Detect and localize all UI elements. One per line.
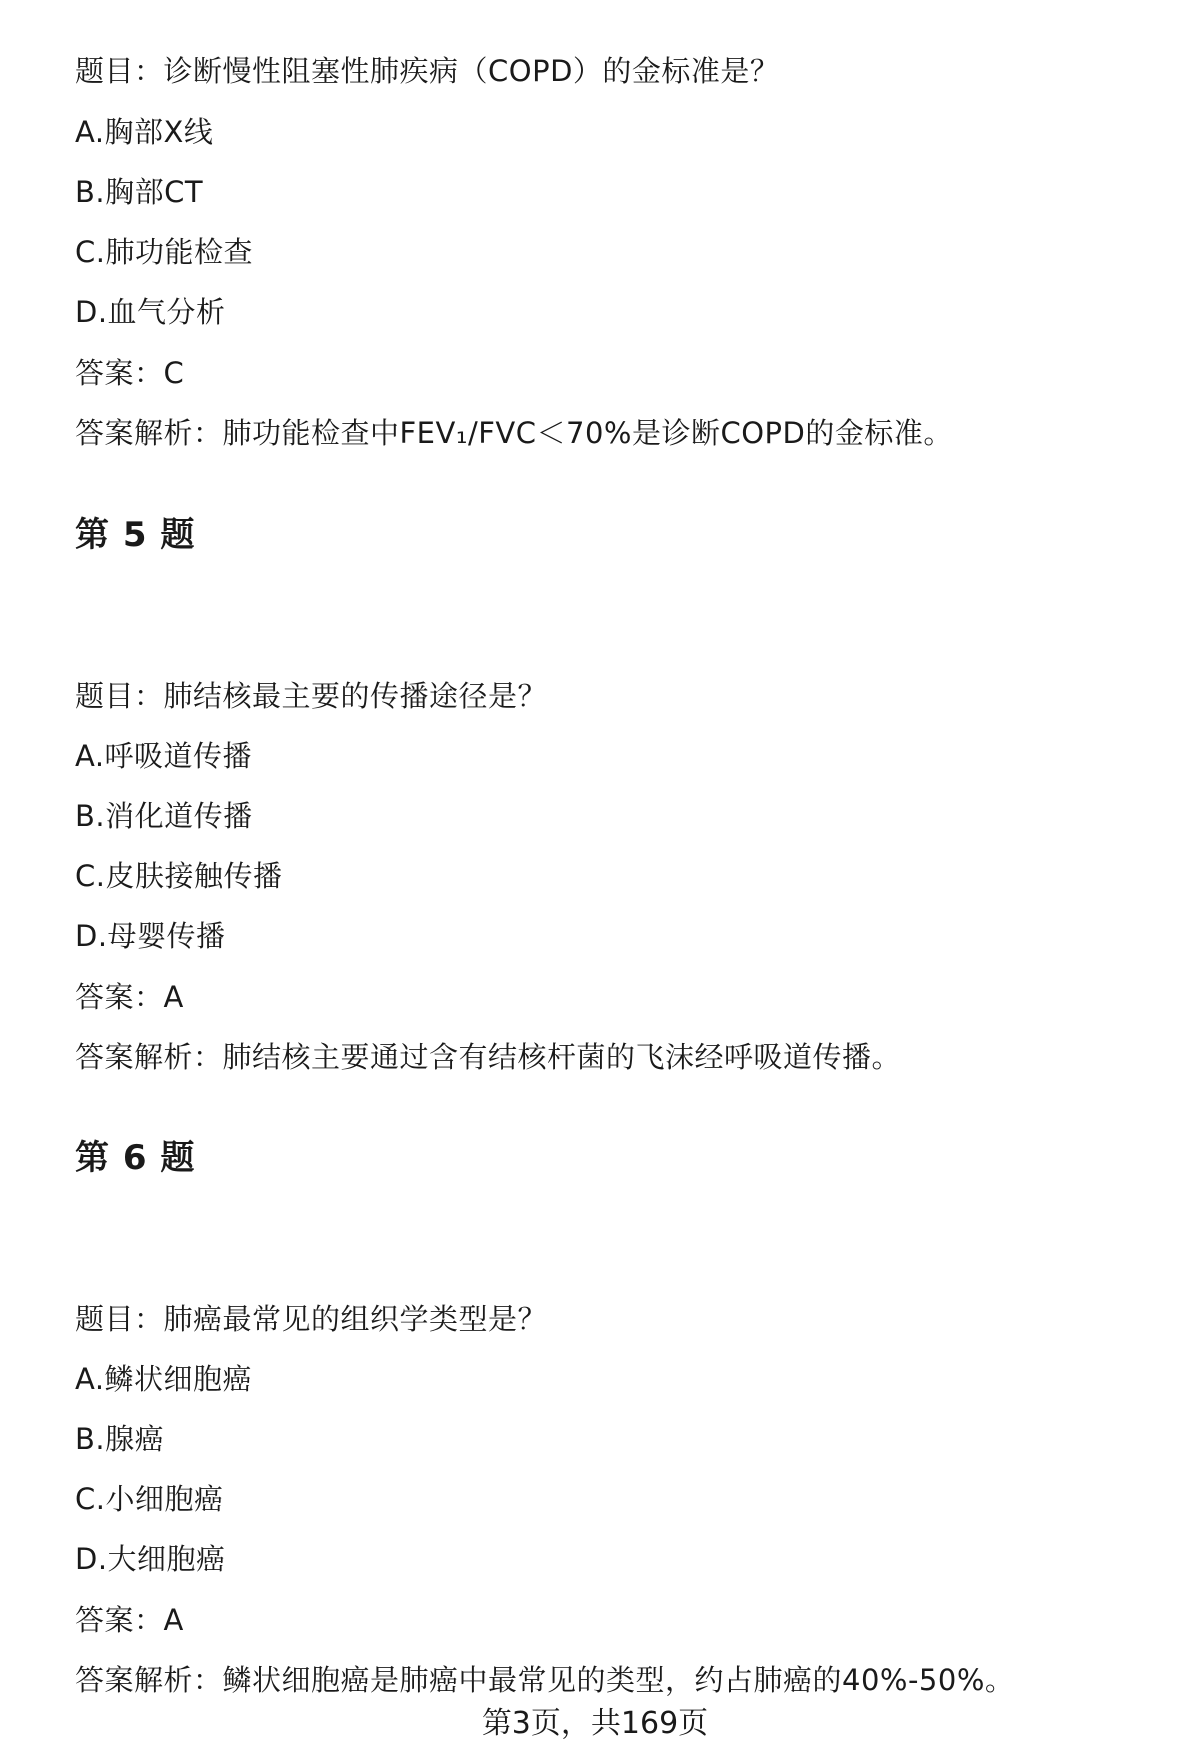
answer-explanation: 答案解析：肺结核主要通过含有结核杆菌的飞沫经呼吸道传播。 (75, 1040, 902, 1074)
answer: 答案：C (75, 356, 185, 390)
answer-explanation: 答案解析：鳞状细胞癌是肺癌中最常见的类型，约占肺癌的40%-50%。 (75, 1663, 1015, 1697)
option-b: B.胸部CT (75, 175, 204, 209)
option-d: D.母婴传播 (75, 919, 226, 953)
page-number-footer: 第3页，共169页 (481, 1706, 709, 1741)
option-a: A.胸部X线 (75, 115, 214, 149)
question-heading: 第 5 题 (75, 515, 196, 555)
option-a: A.鳞状细胞癌 (75, 1362, 253, 1396)
option-a: A.呼吸道传播 (75, 739, 253, 773)
question-text: 题目：肺癌最常见的组织学类型是？ (75, 1302, 548, 1336)
option-c: C.肺功能检查 (75, 235, 253, 269)
option-c: C.皮肤接触传播 (75, 859, 283, 893)
question-text: 题目：诊断慢性阻塞性肺疾病（COPD）的金标准是？ (75, 54, 780, 88)
answer: 答案：A (75, 980, 184, 1014)
question-text: 题目：肺结核最主要的传播途径是？ (75, 679, 548, 713)
question-heading: 第 6 题 (75, 1138, 196, 1178)
option-b: B.消化道传播 (75, 799, 253, 833)
answer: 答案：A (75, 1603, 184, 1637)
option-d: D.大细胞癌 (75, 1542, 226, 1576)
answer-explanation: 答案解析：肺功能检查中FEV₁/FVC＜70%是诊断COPD的金标准。 (75, 416, 953, 450)
option-b: B.腺癌 (75, 1422, 165, 1456)
option-c: C.小细胞癌 (75, 1482, 224, 1516)
option-d: D.血气分析 (75, 295, 226, 329)
